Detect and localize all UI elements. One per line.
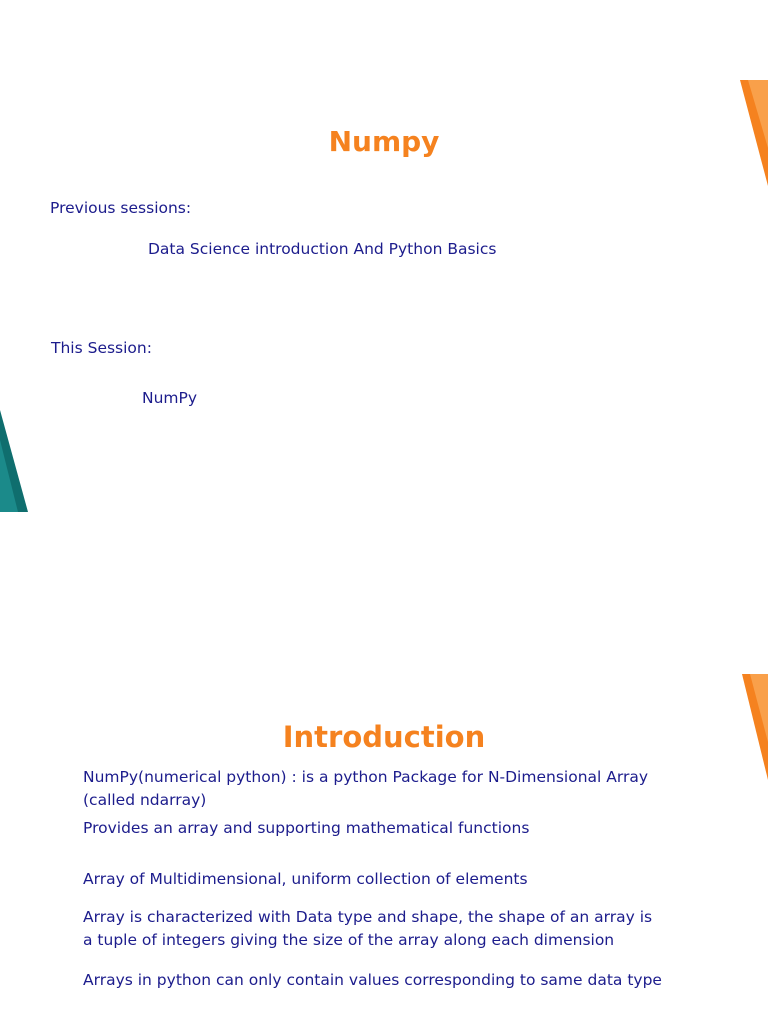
- bullet-text: Provides an array and supporting mathematical functions: [83, 819, 530, 837]
- slide-2: [0, 512, 768, 1024]
- slide-title: Introduction: [282, 720, 486, 754]
- this-session-label: This Session:: [51, 339, 152, 357]
- previous-sessions-label: Previous sessions:: [50, 199, 192, 217]
- bullet-text: Array is characterized with Data type and shape, the shape of an array is a tuple of integers giving the size of the array along each dimension: [83, 908, 653, 949]
- bullet-text: Array of Multidimensional, uniform collection of elements: [83, 870, 528, 888]
- this-session-item: NumPy: [142, 389, 198, 407]
- bullet-text: Arrays in python can only contain values corresponding to same data type: [83, 971, 662, 989]
- teal-wedge-decoration: [0, 410, 30, 512]
- previous-sessions-item: Data Science introduction And Python Basics: [148, 240, 497, 258]
- slide-title: Numpy: [328, 125, 440, 158]
- bullet-text: NumPy(numerical python) : is a python Package for N-Dimensional Array (called ndarray): [83, 768, 648, 809]
